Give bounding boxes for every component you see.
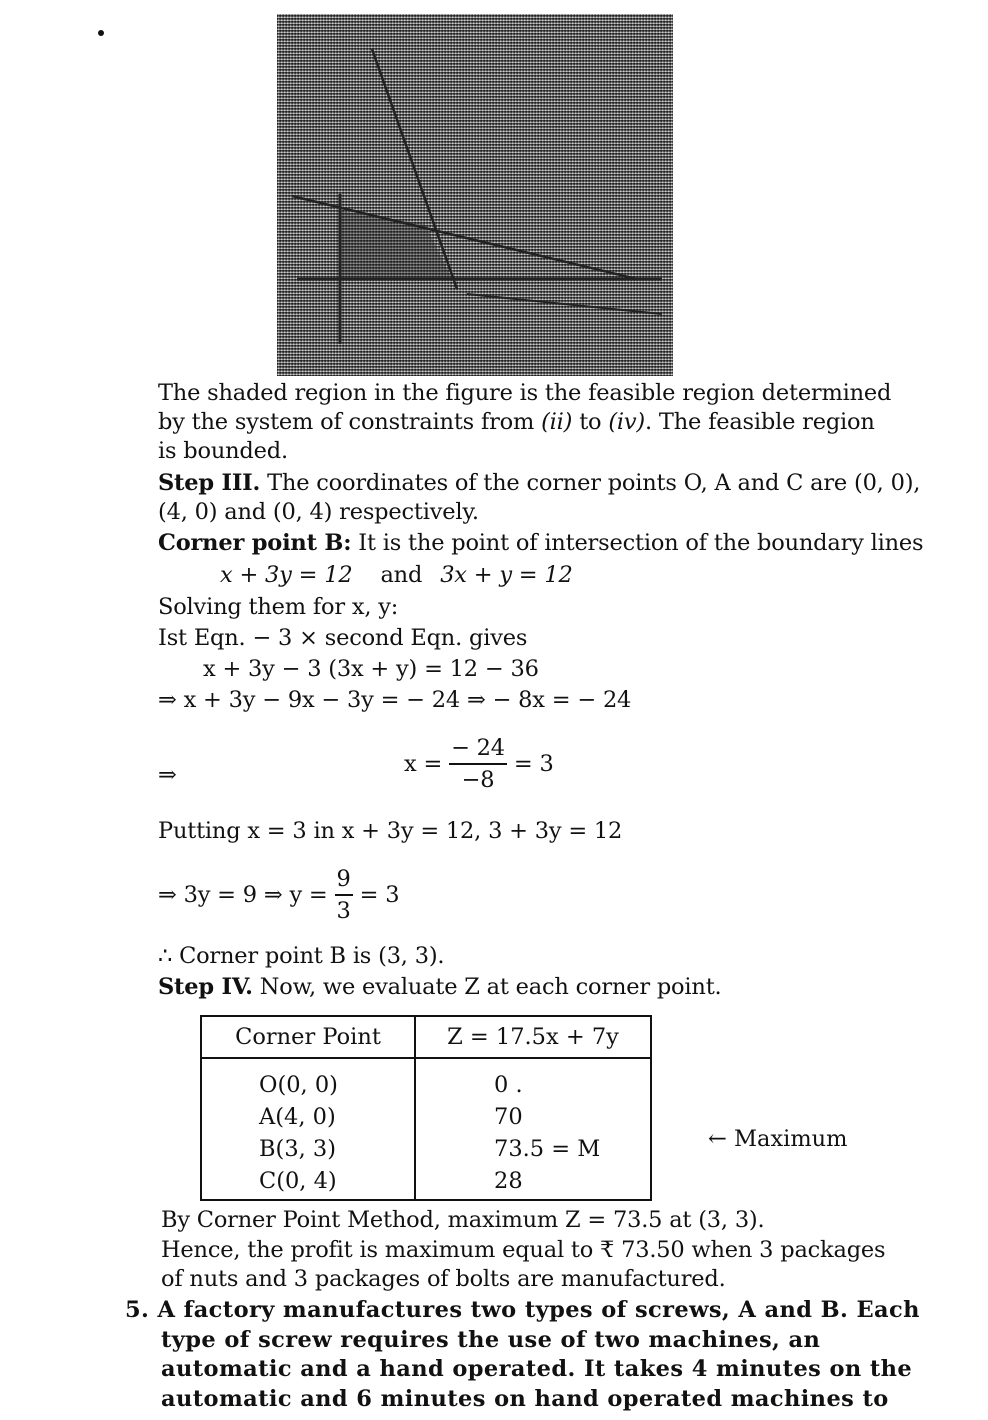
- equation-pair: [220, 560, 573, 590]
- equation: ⇒ x + 3y − 9x − 3y = − 24 ⇒ − 8x = − 24: [158, 687, 632, 713]
- text-span: by the system of constraints from: [158, 409, 542, 435]
- column-header: Corner Point: [201, 1016, 415, 1058]
- paragraph-line: Ist Eqn. − 3 × second Eqn. gives: [158, 625, 528, 651]
- text-span: to: [572, 409, 609, 435]
- paragraph-line: Solving them for x, y:: [158, 594, 399, 620]
- maximum-note: ← Maximum: [708, 1126, 848, 1152]
- page-bullet-dot: [98, 30, 104, 36]
- fraction: [449, 733, 507, 795]
- cell-text: 70: [494, 1104, 523, 1130]
- cell-text: O(0, 0): [259, 1072, 338, 1098]
- column-header: Z = 17.5x + 7y: [415, 1016, 651, 1058]
- conclusion-line: By Corner Point Method, maximum Z = 73.5 at (3, 3).: [161, 1207, 765, 1233]
- question-five-line: automatic and 6 minutes on hand operated machines to: [161, 1386, 889, 1412]
- text-span: . The feasible region: [645, 409, 875, 435]
- cell-text: B(3, 3): [259, 1136, 337, 1162]
- table-header-row: [201, 1016, 651, 1058]
- question-five-line: type of screw requires the use of two machines, an: [161, 1327, 821, 1353]
- text-span: The coordinates of the corner points O, A and C are (0, 0),: [260, 470, 921, 496]
- feasible-region-graph: [277, 14, 673, 376]
- equation: x + 3y − 3 (3x + y) = 12 − 36: [203, 656, 539, 682]
- cell-text: 73.5 = M: [494, 1136, 601, 1162]
- cell-text: 28: [494, 1168, 523, 1194]
- text-span: and: [380, 562, 423, 588]
- step-three-line: [158, 468, 920, 498]
- cell-text: C(0, 4): [259, 1168, 337, 1194]
- equation: 3x + y = 12: [440, 562, 573, 588]
- corner-label: Corner point B:: [158, 530, 352, 556]
- implies-arrow: ⇒: [158, 762, 177, 788]
- paragraph-line: ∴ Corner point B is (3, 3).: [158, 943, 445, 969]
- equation-rhs: = 3: [359, 882, 400, 908]
- equation-rhs: = 3: [513, 751, 554, 777]
- corner-point-table: [200, 1015, 652, 1201]
- question-five-line: automatic and a hand operated. It takes 4 minutes on the: [161, 1356, 913, 1382]
- paragraph-line: is bounded.: [158, 438, 288, 464]
- step-label: Step IV.: [158, 974, 253, 1000]
- fraction: [335, 864, 353, 926]
- corner-point-cell: [201, 1058, 415, 1200]
- cell-text: 0 .: [494, 1072, 523, 1098]
- denominator: −8: [461, 767, 495, 793]
- equation: x + 3y = 12: [220, 562, 353, 588]
- equation-lhs: x =: [404, 751, 443, 777]
- z-value-cell: [415, 1058, 651, 1200]
- conclusion-line: of nuts and 3 packages of bolts are manufactured.: [161, 1266, 726, 1292]
- step-label: Step III.: [158, 470, 261, 496]
- question-five-line: 5. A factory manufactures two types of screws, A and B. Each: [125, 1297, 920, 1323]
- fraction-equation: [404, 733, 554, 795]
- paragraph-line: The shaded region in the figure is the feasible region determined: [158, 380, 892, 406]
- paragraph-line: Putting x = 3 in x + 3y = 12, 3 + 3y = 12: [158, 818, 623, 844]
- text-span: Now, we evaluate Z at each corner point.: [252, 974, 722, 1000]
- text-span: (ii): [541, 409, 573, 435]
- numerator: − 24: [449, 733, 507, 765]
- text-span: (iv): [608, 409, 646, 435]
- corner-b-line: [158, 528, 923, 558]
- cell-text: A(4, 0): [259, 1104, 336, 1130]
- conclusion-line: Hence, the profit is maximum equal to ₹ 73.50 when 3 packages: [161, 1237, 886, 1263]
- fraction-equation: [158, 864, 399, 926]
- paragraph-line: [158, 407, 875, 437]
- equation-lhs: ⇒ 3y = 9 ⇒ y =: [158, 882, 328, 908]
- denominator: 3: [336, 898, 351, 924]
- text-span: It is the point of intersection of the boundary lines: [351, 530, 924, 556]
- paragraph-line: (4, 0) and (0, 4) respectively.: [158, 499, 479, 525]
- numerator: 9: [335, 864, 353, 896]
- step-four-line: [158, 972, 722, 1002]
- graph-lines: [277, 14, 673, 376]
- table-row: [201, 1058, 651, 1200]
